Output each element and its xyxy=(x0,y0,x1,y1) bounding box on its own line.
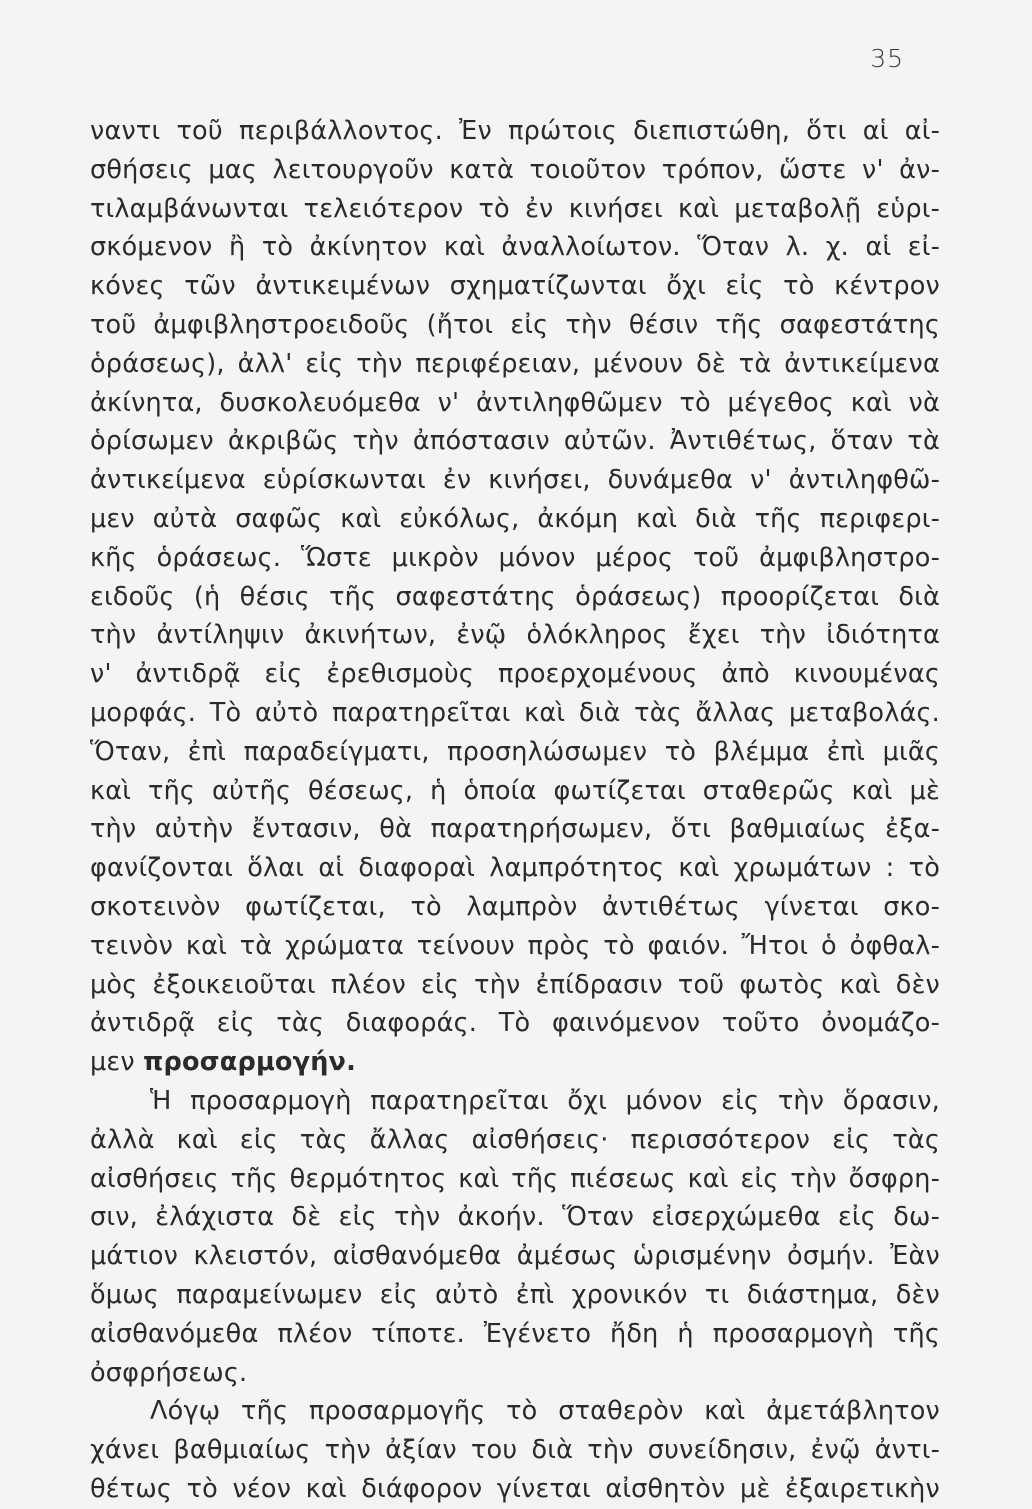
text-line xyxy=(90,151,940,190)
text-line-content: ὀσφρήσεως. xyxy=(90,1357,248,1388)
text-line xyxy=(90,345,940,384)
text-line xyxy=(90,1237,940,1276)
text-line xyxy=(90,461,940,500)
emphasized-term: προσαρμογήν. xyxy=(143,1047,357,1078)
text-line xyxy=(90,190,940,229)
text-line-content: σθήσεις μας λειτουργοῦν κατὰ τοιοῦτον τρόπον, ὥστε ν' ἀν- xyxy=(90,154,940,185)
text-line-content: ἀκίνητα, δυσκολευόμεθα ν' ἀντιληφθῶμεν τὸ μέγεθος καὶ νὰ xyxy=(90,387,940,418)
text-line xyxy=(90,500,940,539)
text-line xyxy=(90,267,940,306)
text-line-content: τεινὸν καὶ τὰ χρώματα τείνουν πρὸς τὸ φαιόν. Ἤτοι ὁ ὀφθαλ- xyxy=(90,930,940,961)
text-line-content: μὸς ἐξοικειοῦται πλέον εἰς τὴν ἐπίδρασιν τοῦ φωτὸς καὶ δὲν xyxy=(90,969,940,1000)
text-line-content: σιν, ἐλάχιστα δὲ εἰς τὴν ἀκοήν. Ὅταν εἰσερχώμεθα εἰς δω- xyxy=(90,1202,940,1233)
text-line-content: χάνει βαθμιαίως τὴν ἀξίαν του διὰ τὴν συνείδησιν, ἐνῷ ἀντι- xyxy=(90,1435,940,1466)
text-line-content: ειδοῦς (ἡ θέσις τῆς σαφεστάτης ὁράσεως) προορίζεται διὰ xyxy=(90,581,940,612)
body-text xyxy=(90,112,940,1509)
text-line xyxy=(90,228,940,267)
text-line xyxy=(90,384,940,423)
text-line-content: καὶ τῆς αὐτῆς θέσεως, ἡ ὁποία φωτίζεται σταθερῶς καὶ μὲ xyxy=(90,775,940,806)
text-line xyxy=(90,1392,940,1431)
text-line xyxy=(90,1082,940,1121)
text-line-content: αἰσθήσεις τῆς θερμότητος καὶ τῆς πιέσεως καὶ εἰς τὴν ὄσφρη- xyxy=(90,1163,940,1194)
text-line xyxy=(90,1470,940,1509)
text-line xyxy=(90,888,940,927)
text-line xyxy=(90,112,940,151)
text-line xyxy=(90,849,940,888)
text-line-content: σκοτεινὸν φωτίζεται, τὸ λαμπρὸν ἀντιθέτως γίνεται σκο- xyxy=(90,891,940,922)
text-line-content: τιλαμβάνωνται τελειότερον τὸ ἐν κινήσει καὶ μεταβολῇ εὑρι- xyxy=(90,193,940,224)
text-line-content: μορφάς. Τὸ αὐτὸ παρατηρεῖται καὶ διὰ τὰς ἄλλας μεταβολάς. xyxy=(90,697,940,728)
text-line xyxy=(90,1354,940,1393)
text-line-content: κόνες τῶν ἀντικειμένων σχηματίζωνται ὄχι εἰς τὸ κέντρον xyxy=(90,271,940,302)
text-line xyxy=(90,733,940,772)
text-line xyxy=(90,539,940,578)
page-number: 35 xyxy=(870,44,904,73)
text-line xyxy=(90,306,940,345)
text-line xyxy=(90,1004,940,1043)
text-line xyxy=(90,1043,940,1082)
text-line xyxy=(90,578,940,617)
text-line-content: αἰσθανόμεθα πλέον τίποτε. Ἐγένετο ἤδη ἡ προσαρμογὴ τῆς xyxy=(90,1318,940,1349)
text-line-content: ν' ἀντιδρᾷ εἰς ἐρεθισμοὺς προερχομένους ἀπὸ κινουμένας xyxy=(90,659,940,690)
text-line-content: ὅμως παραμείνωμεν εἰς αὐτὸ ἐπὶ χρονικόν τι διάστημα, δὲν xyxy=(90,1279,940,1310)
text-line-content: ἀντικείμενα εὑρίσκωνται ἐν κινήσει, δυνάμεθα ν' ἀντιληφθῶ- xyxy=(90,465,940,496)
text-line-content: κῆς ὁράσεως. Ὥστε μικρὸν μόνον μέρος τοῦ ἀμφιβληστρο- xyxy=(90,542,940,573)
text-line-content: ὁράσεως), ἀλλ' εἰς τὴν περιφέρειαν, μένουν δὲ τὰ ἀντικείμενα xyxy=(90,348,940,379)
text-line-content: Ὅταν, ἐπὶ παραδείγματι, προσηλώσωμεν τὸ βλέμμα ἐπὶ μιᾶς xyxy=(90,736,940,767)
text-line xyxy=(90,1431,940,1470)
text-line-content: ναντι τοῦ περιβάλλοντος. Ἐν πρώτοις διεπιστώθη, ὅτι αἱ αἰ- xyxy=(90,116,940,146)
text-line-content: τὴν αὐτὴν ἔντασιν, θὰ παρατηρήσωμεν, ὅτι βαθμιαίως ἐξα- xyxy=(90,814,940,845)
text-line-content: σκόμενον ἢ τὸ ἀκίνητον καὶ ἀναλλοίωτον. Ὅταν λ. χ. αἱ εἰ- xyxy=(90,232,940,263)
text-line xyxy=(90,694,940,733)
text-line-content: ἀλλὰ καὶ εἰς τὰς ἄλλας αἰσθήσεις· περισσότερον εἰς τὰς xyxy=(90,1124,940,1155)
text-line-content: θέτως τὸ νέον καὶ διάφορον γίνεται αἰσθητὸν μὲ ἐξαιρετικὴν xyxy=(90,1473,940,1504)
text-line-content: μάτιον κλειστόν, αἰσθανόμεθα ἀμέσως ὡρισμένην ὀσμήν. Ἐὰν xyxy=(90,1241,940,1272)
text-line-content: ὁρίσωμεν ἀκριβῶς τὴν ἀπόστασιν αὐτῶν. Ἀντιθέτως, ὅταν τὰ xyxy=(90,426,940,457)
text-line xyxy=(90,927,940,966)
text-line-content: Λόγῳ τῆς προσαρμογῆς τὸ σταθερὸν καὶ ἀμετάβλητον xyxy=(150,1396,940,1427)
text-line xyxy=(90,1160,940,1199)
text-line xyxy=(90,1121,940,1160)
text-line xyxy=(90,1315,940,1354)
text-line xyxy=(90,966,940,1005)
text-line-content: τὴν ἀντίληψιν ἀκινήτων, ἐνῷ ὁλόκληρος ἔχει τὴν ἰδιότητα xyxy=(90,620,940,651)
text-line xyxy=(90,422,940,461)
text-line xyxy=(90,772,940,811)
text-line xyxy=(90,616,940,655)
text-line-content: τοῦ ἀμφιβληστροειδοῦς (ἤτοι εἰς τὴν θέσιν τῆς σαφεστάτης xyxy=(90,309,940,340)
text-line xyxy=(90,810,940,849)
text-line-content: φανίζονται ὅλαι αἱ διαφοραὶ λαμπρότητος καὶ χρωμάτων : τὸ xyxy=(90,853,940,884)
text-line-content: ἀντιδρᾷ εἰς τὰς διαφοράς. Τὸ φαινόμενον τοῦτο ὀνομάζο- xyxy=(90,1008,940,1039)
text-line xyxy=(90,1276,940,1315)
text-line xyxy=(90,1198,940,1237)
text-line xyxy=(90,655,940,694)
text-line-content: μεν αὐτὰ σαφῶς καὶ εὐκόλως, ἀκόμη καὶ διὰ τῆς περιφερι- xyxy=(90,503,940,534)
text-line-content: μεν xyxy=(90,1047,135,1078)
text-line-content: Ἡ προσαρμογὴ παρατηρεῖται ὄχι μόνον εἰς τὴν ὅρασιν, xyxy=(150,1085,940,1116)
